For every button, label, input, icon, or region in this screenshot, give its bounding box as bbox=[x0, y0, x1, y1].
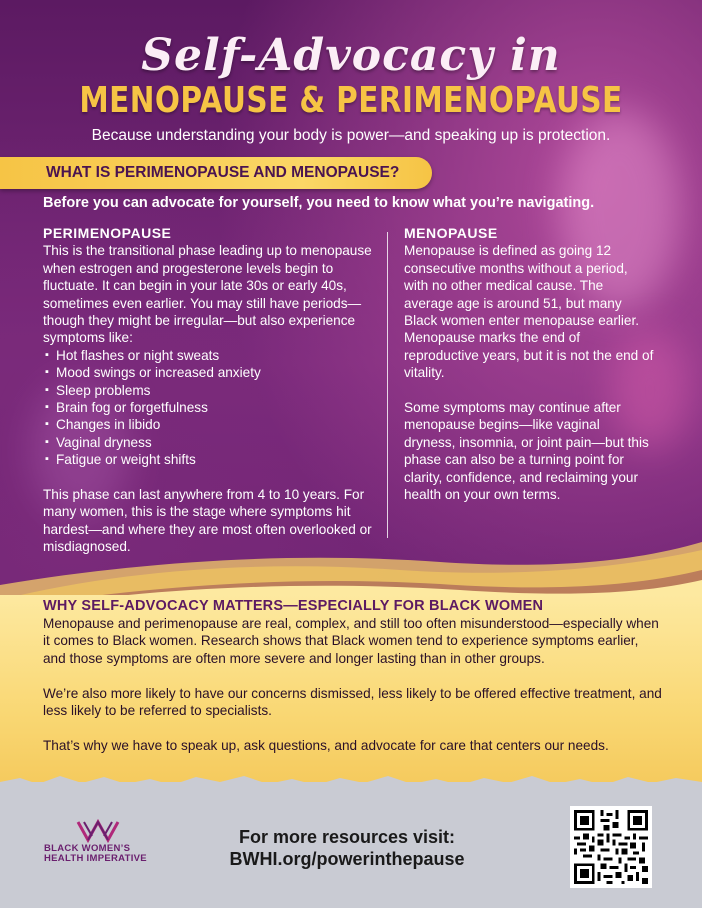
logo-text-line-2: HEALTH IMPERATIVE bbox=[44, 853, 147, 864]
column-divider bbox=[387, 232, 388, 538]
qr-code[interactable] bbox=[570, 806, 652, 888]
perimenopause-column bbox=[43, 225, 373, 556]
section-banner bbox=[0, 157, 432, 189]
section-banner-label: WHAT IS PERIMENOPAUSE AND MENOPAUSE? bbox=[46, 164, 400, 181]
logo-text-line-1: BLACK WOMEN’S bbox=[44, 843, 131, 854]
script-title: Self-Advocacy in bbox=[141, 30, 561, 81]
perimenopause-text: This is the transitional phase leading up to menopause when estrogen and progesterone levels begin to fluctuate. It can begin in your late 30s or early 40s, sometimes even earlier. You may still have periods—though they might be irregular—but also experience symptoms like: bbox=[43, 243, 372, 346]
perimenopause-closing: This phase can last anywhere from 4 to 10 years. For many women, this is the stage where symptoms hit hardest—and where they are most often overlooked or misdiagnosed. bbox=[43, 487, 372, 555]
cta-link[interactable]: BWHI.org/powerinthepause bbox=[229, 849, 465, 869]
tagline: Because understanding your body is power—and speaking up is protection. bbox=[91, 127, 611, 144]
page-title: MENOPAUSE & PERIMENOPAUSE bbox=[79, 80, 623, 121]
section-intro: Before you can advocate for yourself, you need to know what you’re navigating. bbox=[43, 195, 595, 211]
bwhi-logo bbox=[44, 818, 164, 864]
symptom-list bbox=[43, 347, 373, 469]
list-item: ▪ Sleep problems bbox=[43, 382, 373, 399]
qr-code-icon bbox=[574, 810, 648, 884]
perimenopause-heading: PERIMENOPAUSE bbox=[43, 225, 172, 241]
menopause-text-2: Some symptoms may continue after menopause begins—like vaginal dryness, insomnia, or joint pain—but this phase can also be a turning point for clarity, confidence, and reclaiming your health on your own terms. bbox=[404, 400, 649, 503]
list-item: ▪ Fatigue or weight shifts bbox=[43, 451, 373, 468]
list-item: ▪ Vaginal dryness bbox=[43, 434, 373, 451]
list-item: ▪ Hot flashes or night sweats bbox=[43, 347, 373, 364]
list-item: ▪ Brain fog or forgetfulness bbox=[43, 399, 373, 416]
list-item: ▪ Changes in libido bbox=[43, 416, 373, 433]
list-item: ▪ Mood swings or increased anxiety bbox=[43, 364, 373, 381]
why-paragraph-3: That’s why we have to speak up, ask questions, and advocate for care that centers our needs. bbox=[43, 737, 609, 753]
menopause-column bbox=[404, 225, 654, 503]
why-heading: WHY SELF-ADVOCACY MATTERS—ESPECIALLY FOR BLACK WOMEN bbox=[43, 598, 544, 614]
menopause-heading: MENOPAUSE bbox=[404, 225, 498, 241]
why-paragraph-1: Menopause and perimenopause are real, complex, and still too often misunderstood—especially when it comes to Black women. Research shows that Black women tend to experience symptoms earlier, and those symptoms are often more severe and longer lasting than in other groups. bbox=[43, 616, 659, 666]
menopause-text: Menopause is defined as going 12 consecutive months without a period, with no other medical cause. The average age is around 51, but many Black women enter menopause earlier. Menopause marks the end of reproductive years, but it is not the end of vitality. bbox=[404, 243, 654, 381]
bwhi-logo-icon bbox=[76, 818, 120, 844]
why-paragraph-2: We’re also more likely to have our concerns dismissed, less likely to be offered effective treatment, and less likely to be referred to specialists. bbox=[43, 685, 662, 719]
cta-block bbox=[212, 826, 482, 870]
cta-line-1: For more resources visit: bbox=[238, 827, 456, 847]
why-body bbox=[43, 615, 663, 772]
